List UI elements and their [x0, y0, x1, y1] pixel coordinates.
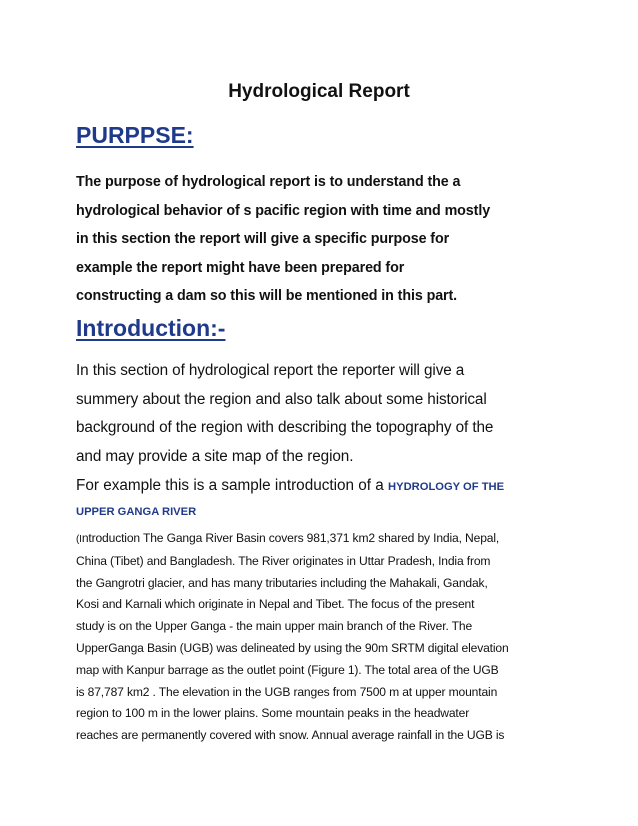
- example-prefix: For example this is a sample introduction of a: [76, 477, 389, 494]
- purpose-line: in this section the report will give a specific purpose for: [76, 231, 450, 247]
- intro-line: summery about the region and also talk about some historical: [76, 390, 487, 408]
- sample-open-paren: (I: [76, 534, 82, 545]
- sample-line: is 87,787 km2 . The elevation in the UGB ranges from 7500 m at upper mountain: [76, 684, 498, 699]
- sample-line: reaches are permanently covered with snow. Annual average rainfall in the UGB is: [76, 728, 505, 743]
- intro-line: In this section of hydrological report the reporter will give a: [76, 362, 465, 379]
- introduction-heading: Introduction:-: [76, 315, 226, 341]
- sample-introduction: [76, 528, 576, 747]
- intro-line: and may provide a site map of the region.: [76, 447, 354, 465]
- sample-line: the Gangrotri glacier, and has many tributaries including the Mahakali, Gandak,: [76, 575, 488, 590]
- purpose-paragraph: [76, 168, 576, 311]
- purpose-line: constructing a dam so this will be mentioned in this part.: [76, 288, 458, 304]
- sample-line: China (Tibet) and Bangladesh. The River originates in Uttar Pradesh, India from: [76, 553, 491, 568]
- purpose-line: example the report might have been prepared for: [76, 259, 405, 276]
- example-paragraph: [76, 474, 576, 524]
- example-title-link-continued: UPPER GANGA RIVER: [76, 506, 197, 518]
- intro-line: background of the region with describing the topography of the: [76, 419, 494, 436]
- purpose-heading: PURPPSE:: [76, 122, 194, 148]
- sample-line: UpperGanga Basin (UGB) was delineated by using the 90m SRTM digital elevation: [76, 640, 509, 655]
- sample-line: ntroduction The Ganga River Basin covers 981,371 km2 shared by India, Nepal,: [81, 531, 500, 545]
- example-title-link: HYDROLOGY OF THE: [388, 481, 505, 493]
- sample-line: map with Kanpur barrage as the outlet point (Figure 1). The total area of the UGB: [76, 662, 499, 677]
- document-title: Hydrological Report: [228, 81, 410, 102]
- purpose-line: hydrological behavior of s pacific region with time and mostly: [76, 202, 491, 219]
- sample-line: region to 100 m in the lower plains. Some mountain peaks in the headwater: [76, 706, 470, 721]
- purpose-line: The purpose of hydrological report is to understand the a: [76, 174, 461, 190]
- sample-line: study is on the Upper Ganga - the main upper main branch of the River. The: [76, 619, 473, 634]
- sample-line: Kosi and Karnali which originate in Nepal and Tibet. The focus of the present: [76, 597, 475, 612]
- introduction-paragraph: [76, 357, 576, 471]
